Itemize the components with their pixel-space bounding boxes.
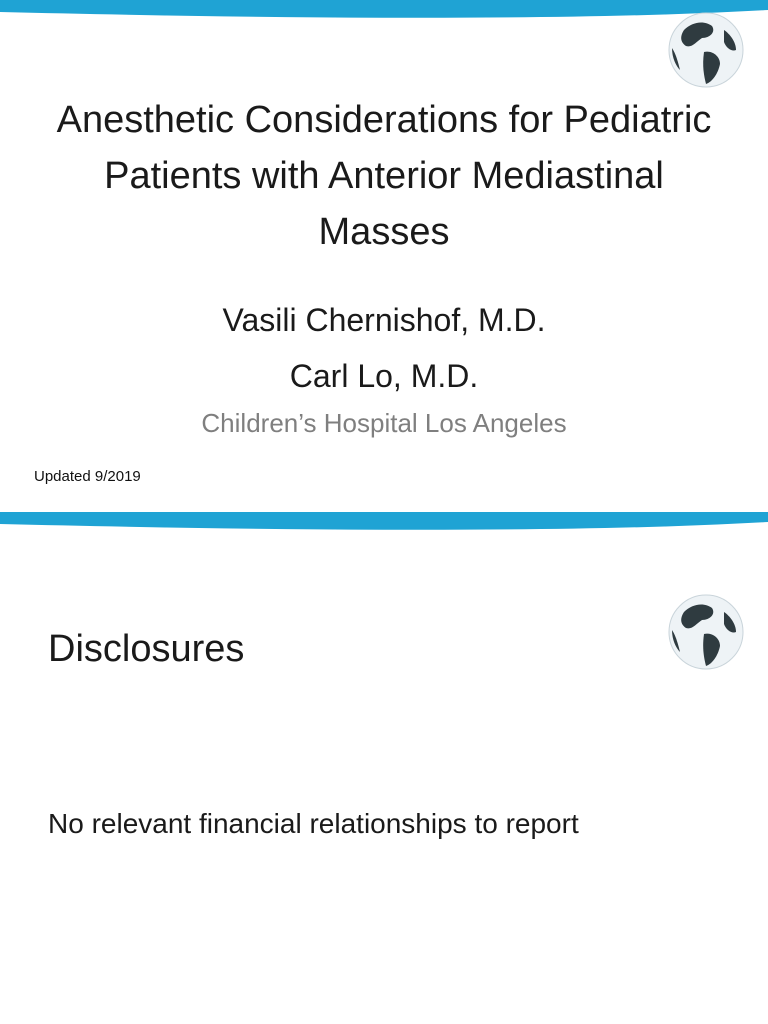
slide-title: Disclosures (48, 628, 245, 670)
disclosures-slide (0, 512, 768, 1024)
globe-icon (664, 8, 748, 92)
header-swoosh (0, 512, 768, 572)
header-swoosh (0, 0, 768, 60)
disclosure-statement: No relevant financial relationships to report (48, 808, 579, 839)
updated-date: Updated 9/2019 (34, 468, 141, 485)
author-2: Carl Lo, M.D. (289, 358, 479, 394)
author-1: Vasili Chernishof, M.D. (222, 302, 546, 338)
globe-icon (664, 590, 748, 674)
institution: Children’s Hospital Los Angeles (201, 408, 567, 438)
presentation-title: Anesthetic Considerations for Pediatric Patients with Anterior Mediastinal Masses (56, 99, 712, 253)
